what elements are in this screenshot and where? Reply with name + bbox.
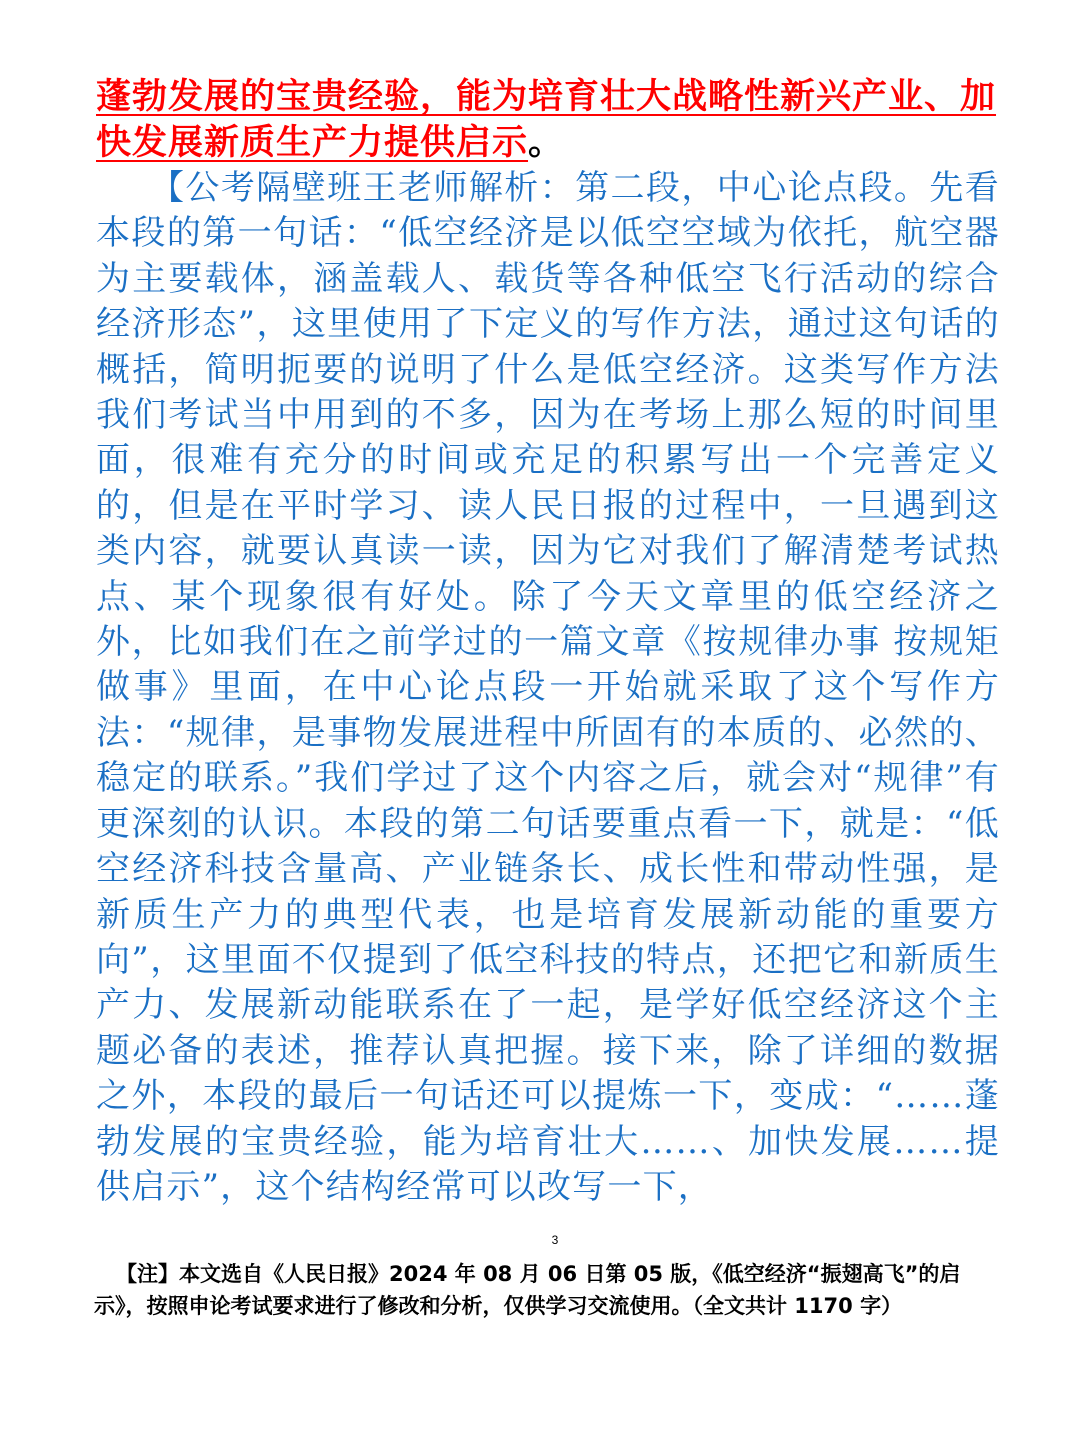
highlighted-conclusion bbox=[96, 74, 996, 166]
highlighted-conclusion-text: 蓬勃发展的宝贵经验，能为培育壮大战略性新兴产业、加快发展新质生产力提供启示 bbox=[96, 76, 997, 163]
page-number: 3 bbox=[551, 1233, 559, 1247]
source-footnote: 【注】本文选自《人民日报》2024 年 08 月 06 日第 05 版，《低空经济“振翅高飞”的启示》，按照申论考试要求进行了修改和分析，仅供学习交流使用。（全文共计 1170 字） bbox=[94, 1262, 961, 1318]
teacher-analysis-paragraph: 【公考隔壁班王老师解析：第二段，中心论点段。先看本段的第一句话：“低空经济是以低空空域为依托，航空器为主要载体，涵盖载人、载货等各种低空飞行活动的综合经济形态”，这里使用了下定义的写作方法，通过这句话的概括，简明扼要的说明了什么是低空经济。这类写作方法我们考试当中用到的不多，因为在考场上那么短的时间里面，很难有充分的时间或充足的积累写出一个完善定义的，但是在平时学习、读人民日报的过程中，一旦遇到这类内容，就要认真读一读，因为它对我们了解清楚考试热点、某个现象很有好处。除了今天文章里的低空经济之外，比如我们在之前学过的一篇文章《按规律办事 按规矩做事》里面，在中心论点段一开始就采取了这个写作方法：“规律，是事物发展进程中所固有的本质的、必然的、稳定的联系。”我们学过了这个内容之后，就会对“规律”有更深刻的认识。本段的第二句话要重点看一下，就是：“低空经济科技含量高、产业链条长、成长性和带动性强，是新质生产力的典型代表，也是培育发展新动能的重要方向”，这里面不仅提到了低空科技的特点，还把它和新质生产力、发展新动能联系在了一起，是学好低空经济这个主题必备的表述，推荐认真把握。接下来，除了详细的数据之外，本段的最后一句话还可以提炼一下，变成：“……蓬勃发展的宝贵经验，能为培育壮大……、加快发展……提供启示”，这个结构经常可以改写一下， bbox=[96, 168, 1000, 1207]
highlighted-conclusion-end-mark: 。 bbox=[528, 122, 565, 163]
